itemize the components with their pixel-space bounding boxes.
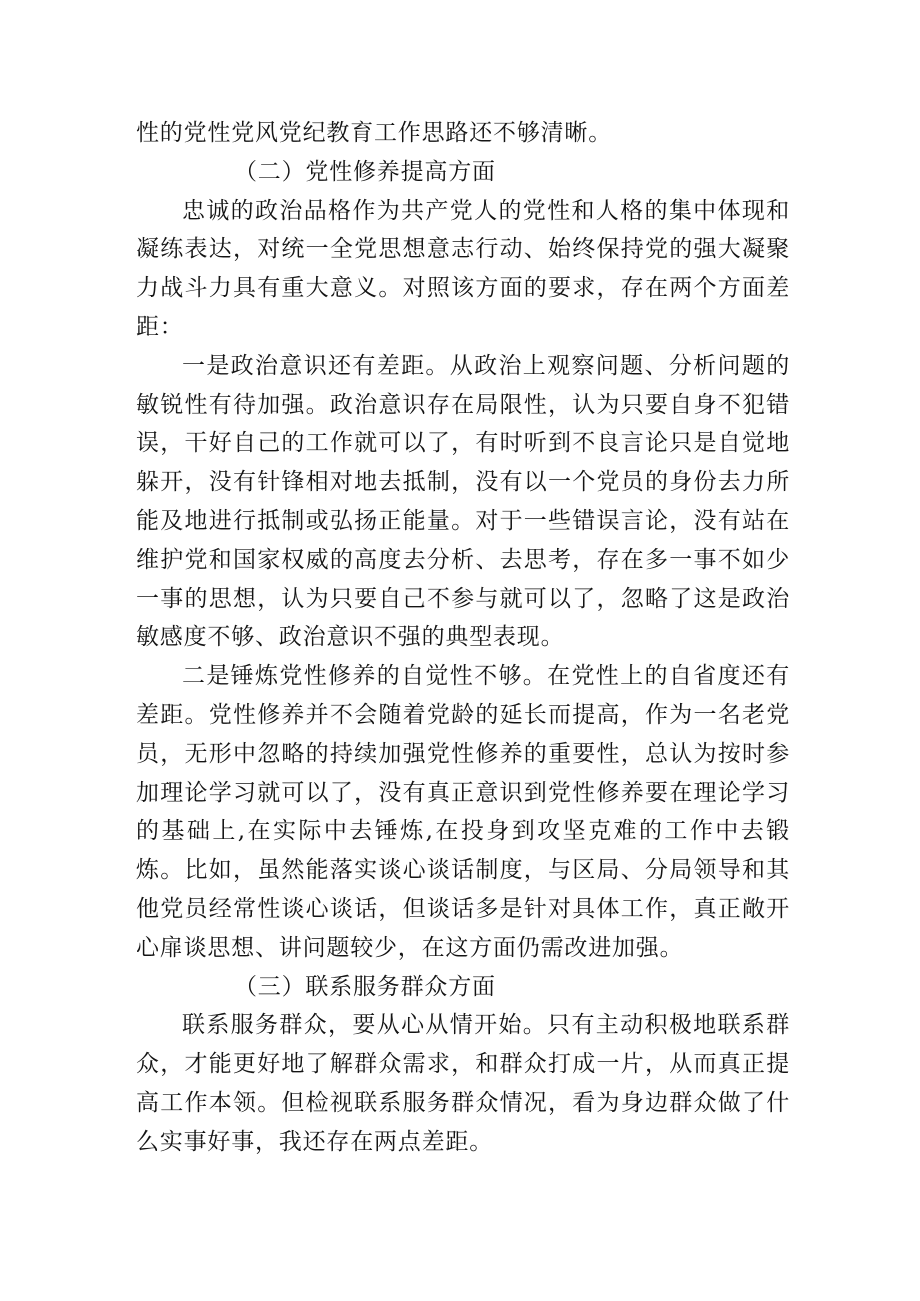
section-heading-2-text: （二）党性修养提高方面 bbox=[234, 158, 496, 185]
document-body bbox=[136, 114, 790, 1162]
paragraph-service: 联系服务群众，要从心从情开始。只有主动积极地联系群众，才能更好地了解群众需求，和群众打成一片，从而真正提高工作本领。但检视联系服务群众情况，看为身边群众做了什么实事好事，我还存在两点差距。 bbox=[136, 1012, 790, 1155]
paragraph-continuation: 性的党性党风党纪教育工作思路还不够清晰。 bbox=[136, 120, 612, 146]
paragraph-point-2: 二是锤炼党性修养的自觉性不够。在党性上的自省度还有差距。党性修养并不会随着党龄的延长而提高，作为一名老党员，无形中忽略的持续加强党性修养的重要性，总认为按时参加理论学习就可以了，没有真正意识到党性修养要在理论学习的基础上,在实际中去锤炼,在投身到攻坚克难的工作中去锻炼。比如，虽然能落实谈心谈话制度，与区局、分局领导和其他党员经常性谈心谈话，但谈话多是针对具体工作，真正敞开心扉谈思想、讲问题较少，在这方面仍需改进加强。 bbox=[136, 663, 790, 961]
section-heading-2 bbox=[136, 153, 790, 192]
section-heading-3-text: （三）联系服务群众方面 bbox=[234, 973, 496, 1000]
paragraph-intro: 忠诚的政治品格作为共产党人的党性和人格的集中体现和凝练表达，对统一全党思想意志行动、始终保持党的强大凝聚力战斗力具有重大意义。对照该方面的要求，存在两个方面差距： bbox=[136, 197, 790, 340]
section-heading-3 bbox=[136, 968, 790, 1007]
paragraph-point-1: 一是政治意识还有差距。从政治上观察问题、分析问题的敏锐性有待加强。政治意识存在局限性，认为只要自身不犯错误，干好自己的工作就可以了，有时听到不良言论只是自觉地躲开，没有针锋相对地去抵制，没有以一个党员的身份去力所能及地进行抵制或弘扬正能量。对于一些错误言论，没有站在维护党和国家权威的高度去分析、去思考，存在多一事不如少一事的思想，认为只要自己不参与就可以了，忽略了这是政治敏感度不够、政治意识不强的典型表现。 bbox=[136, 352, 790, 651]
